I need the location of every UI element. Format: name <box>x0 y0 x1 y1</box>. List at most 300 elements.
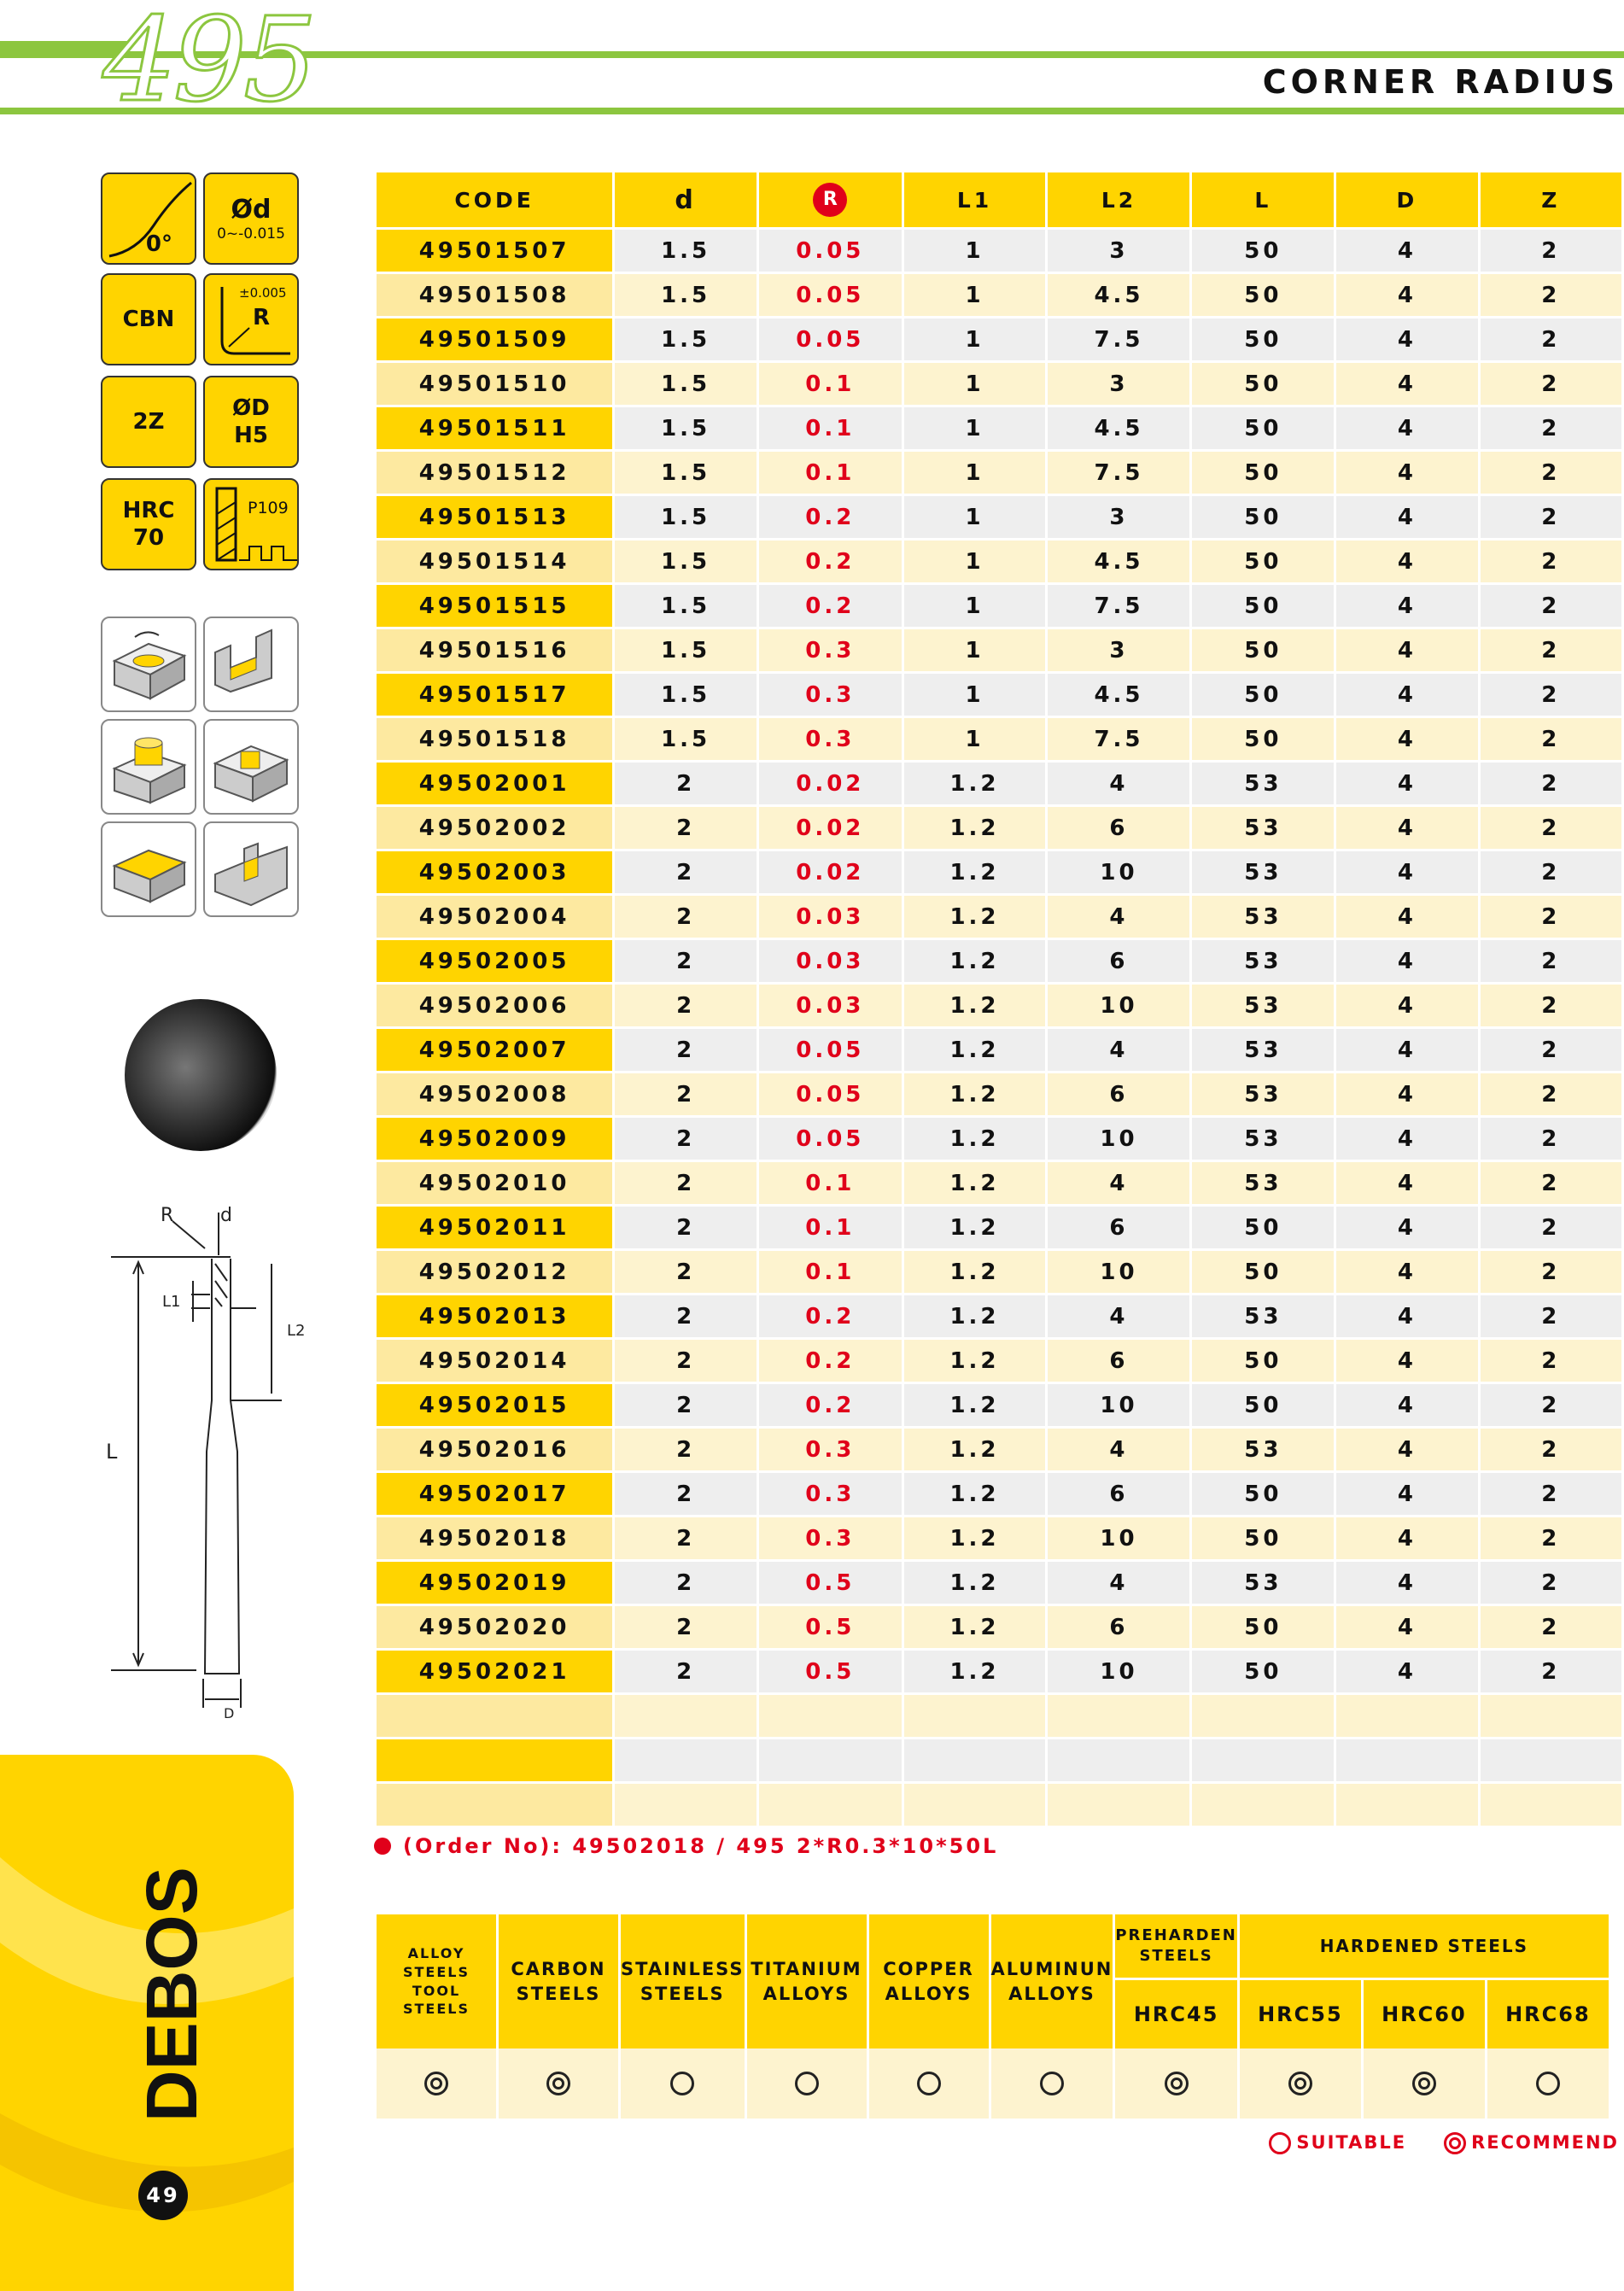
cell-l1: 1.2 <box>904 1073 1046 1118</box>
cell-code: 49502009 <box>377 1118 612 1162</box>
cell-z: 2 <box>1481 674 1621 718</box>
cell-r <box>759 1695 901 1739</box>
cell-r: 0.02 <box>759 851 901 896</box>
cell-dd: 4 <box>1336 1207 1477 1251</box>
cell-dd: 4 <box>1336 1162 1477 1207</box>
cell-code <box>377 1784 612 1828</box>
col-z: Z <box>1481 172 1621 230</box>
brand-logo <box>130 1866 212 2122</box>
cell-dd: 4 <box>1336 407 1477 452</box>
cell-dd: 4 <box>1336 1429 1477 1473</box>
coating-value: CBN <box>122 306 175 332</box>
cell-z: 2 <box>1481 1517 1621 1562</box>
cell-d: 1.5 <box>615 363 757 407</box>
suitable-icon <box>1269 2132 1291 2154</box>
drawing-label-l2: L2 <box>287 1322 306 1340</box>
cell-code: 49502008 <box>377 1073 612 1118</box>
rating-cell <box>1240 2048 1361 2119</box>
cell-l1: 1.2 <box>904 1473 1046 1517</box>
cell-z: 2 <box>1481 1073 1621 1118</box>
drawing-label-dd: D <box>224 1705 235 1721</box>
cell-code: 49502011 <box>377 1207 612 1251</box>
table-row <box>377 629 1621 674</box>
legend-recommend-label: RECOMMEND <box>1471 2132 1619 2153</box>
cell-z: 2 <box>1481 940 1621 985</box>
table-row <box>377 940 1621 985</box>
cell-z: 2 <box>1481 1384 1621 1429</box>
cell-d: 1.5 <box>615 230 757 274</box>
cell-l1: 1 <box>904 274 1046 319</box>
table-row <box>377 1429 1621 1473</box>
cell-r: 0.1 <box>759 1162 901 1207</box>
legend-suitable <box>1269 2132 1406 2154</box>
cell-z: 2 <box>1481 629 1621 674</box>
cell-z: 2 <box>1481 319 1621 363</box>
col-code: CODE <box>377 172 612 230</box>
reference-page: P109 <box>248 499 289 517</box>
cell-dd: 4 <box>1336 1606 1477 1651</box>
product-table <box>374 172 1624 1828</box>
cell-dd: 4 <box>1336 496 1477 541</box>
table-row <box>377 1251 1621 1295</box>
mat-preharden: PREHARDEN STEELS <box>1115 1914 1237 1980</box>
table-row <box>377 1784 1621 1828</box>
cell-l2: 4 <box>1048 1029 1189 1073</box>
mat-hrc45: HRC45 <box>1115 1980 1237 2048</box>
cell-l2 <box>1048 1784 1189 1828</box>
cell-code: 49501513 <box>377 496 612 541</box>
hardness-spec <box>101 478 196 570</box>
cell-r: 0.3 <box>759 674 901 718</box>
cell-code: 49502021 <box>377 1651 612 1695</box>
circular-pocket-icon <box>101 617 196 712</box>
cell-code: 49501512 <box>377 452 612 496</box>
cell-code: 49501507 <box>377 230 612 274</box>
cell-l1: 1.2 <box>904 1651 1046 1695</box>
cell-z: 2 <box>1481 896 1621 940</box>
table-row <box>377 985 1621 1029</box>
cell-l2: 6 <box>1048 1473 1189 1517</box>
cell-r: 0.3 <box>759 1429 901 1473</box>
cell-d <box>615 1739 757 1784</box>
drawing-label-l: L <box>106 1440 118 1464</box>
cell-d: 2 <box>615 1473 757 1517</box>
cell-l2: 10 <box>1048 1651 1189 1695</box>
mat-copper: COPPER ALLOYS <box>869 1914 989 2048</box>
cell-code: 49502016 <box>377 1429 612 1473</box>
cell-l: 53 <box>1192 851 1334 896</box>
cell-code: 49502003 <box>377 851 612 896</box>
cell-l1 <box>904 1739 1046 1784</box>
cell-dd: 4 <box>1336 363 1477 407</box>
cell-d: 2 <box>615 807 757 851</box>
cell-r <box>759 1739 901 1784</box>
cell-dd: 4 <box>1336 1295 1477 1340</box>
cell-code: 49502020 <box>377 1606 612 1651</box>
cell-l2: 6 <box>1048 940 1189 985</box>
cell-r: 0.02 <box>759 763 901 807</box>
diameter-label: Ød <box>231 194 272 225</box>
cell-l1: 1.2 <box>904 1162 1046 1207</box>
cell-d: 1.5 <box>615 452 757 496</box>
cell-r: 0.5 <box>759 1562 901 1606</box>
cell-l: 50 <box>1192 585 1334 629</box>
cell-l: 50 <box>1192 496 1334 541</box>
reference-page-spec <box>203 478 299 570</box>
cell-r: 0.2 <box>759 1384 901 1429</box>
cell-d <box>615 1784 757 1828</box>
cell-z <box>1481 1739 1621 1784</box>
cell-z: 2 <box>1481 407 1621 452</box>
cell-l2: 7.5 <box>1048 718 1189 763</box>
cell-l1: 1 <box>904 585 1046 629</box>
table-row <box>377 1029 1621 1073</box>
flutes-spec <box>101 376 196 468</box>
cell-r: 0.05 <box>759 319 901 363</box>
cell-r: 0.05 <box>759 1029 901 1073</box>
cell-l2: 4.5 <box>1048 541 1189 585</box>
cell-l2: 4 <box>1048 1295 1189 1340</box>
cell-z: 2 <box>1481 851 1621 896</box>
cell-d: 2 <box>615 1651 757 1695</box>
cell-z: 2 <box>1481 585 1621 629</box>
cell-dd: 4 <box>1336 1340 1477 1384</box>
cell-l2: 4 <box>1048 1429 1189 1473</box>
cell-code: 49502014 <box>377 1340 612 1384</box>
drawing-label-r: R <box>161 1205 174 1226</box>
end-mill-profile-icon <box>205 480 301 572</box>
cell-l2: 6 <box>1048 1073 1189 1118</box>
cell-z: 2 <box>1481 496 1621 541</box>
cell-d: 1.5 <box>615 629 757 674</box>
cell-r: 0.3 <box>759 1473 901 1517</box>
cell-l: 50 <box>1192 1340 1334 1384</box>
dimension-drawing <box>94 1195 306 1725</box>
cell-l1 <box>904 1695 1046 1739</box>
cell-d: 1.5 <box>615 319 757 363</box>
cell-l: 50 <box>1192 1473 1334 1517</box>
cell-code: 49502019 <box>377 1562 612 1606</box>
mat-stainless: STAINLESS STEELS <box>621 1914 745 2048</box>
cell-r: 0.5 <box>759 1651 901 1695</box>
cell-l: 50 <box>1192 452 1334 496</box>
hardness-label: HRC <box>122 497 175 523</box>
radius-label: R <box>253 305 271 330</box>
cell-r: 0.03 <box>759 940 901 985</box>
cell-z: 2 <box>1481 1118 1621 1162</box>
drawing-label-l1: L1 <box>162 1293 181 1311</box>
cell-dd <box>1336 1739 1477 1784</box>
cell-r: 0.2 <box>759 496 901 541</box>
cell-l1: 1.2 <box>904 1207 1046 1251</box>
cell-z: 2 <box>1481 1029 1621 1073</box>
cell-code: 49501518 <box>377 718 612 763</box>
cell-l: 50 <box>1192 1384 1334 1429</box>
cell-dd: 4 <box>1336 1517 1477 1562</box>
cell-d: 1.5 <box>615 585 757 629</box>
table-row <box>377 230 1621 274</box>
rating-cell <box>1487 2048 1609 2119</box>
helix-angle-spec <box>101 172 196 265</box>
cell-dd: 4 <box>1336 1073 1477 1118</box>
cell-dd: 4 <box>1336 674 1477 718</box>
rating-cell <box>621 2048 745 2119</box>
cell-dd: 4 <box>1336 851 1477 896</box>
col-r-badge: R <box>813 183 847 217</box>
face-milling-icon <box>101 821 196 917</box>
cell-dd: 4 <box>1336 274 1477 319</box>
cell-l1: 1.2 <box>904 940 1046 985</box>
rating-cell <box>1115 2048 1237 2119</box>
cell-l: 50 <box>1192 1606 1334 1651</box>
cell-d: 2 <box>615 1029 757 1073</box>
cell-d: 2 <box>615 1517 757 1562</box>
cell-l: 50 <box>1192 674 1334 718</box>
table-row <box>377 1695 1621 1739</box>
radius-tolerance-spec <box>203 273 299 365</box>
cell-z: 2 <box>1481 230 1621 274</box>
series-number: 495 <box>102 0 314 128</box>
cell-d: 1.5 <box>615 274 757 319</box>
table-row <box>377 896 1621 940</box>
cell-l1: 1.2 <box>904 1295 1046 1340</box>
table-row <box>377 1651 1621 1695</box>
recommend-icon <box>1165 2072 1189 2095</box>
cell-l1: 1 <box>904 407 1046 452</box>
table-row <box>377 1517 1621 1562</box>
cell-l1: 1 <box>904 496 1046 541</box>
cell-l1: 1 <box>904 629 1046 674</box>
cell-l: 53 <box>1192 1429 1334 1473</box>
cell-code: 49501517 <box>377 674 612 718</box>
page-number: 49 <box>138 2171 188 2220</box>
cell-l2: 6 <box>1048 1207 1189 1251</box>
helix-angle-value: 0° <box>145 231 172 257</box>
cell-l2: 4.5 <box>1048 674 1189 718</box>
cell-d: 2 <box>615 1384 757 1429</box>
cell-z <box>1481 1695 1621 1739</box>
order-example-text: (Order No): 49502018 / 495 2*R0.3*10*50L <box>403 1834 999 1858</box>
mat-titanium: TITANIUM ALLOYS <box>747 1914 867 2048</box>
cell-d: 2 <box>615 1606 757 1651</box>
table-row <box>377 718 1621 763</box>
mat-carbon: CARBON STEELS <box>499 1914 618 2048</box>
cell-code: 49502005 <box>377 940 612 985</box>
table-row <box>377 274 1621 319</box>
cell-dd: 4 <box>1336 1562 1477 1606</box>
cell-code: 49501510 <box>377 363 612 407</box>
cell-r: 0.2 <box>759 1340 901 1384</box>
cell-code <box>377 1739 612 1784</box>
cell-l2: 10 <box>1048 1251 1189 1295</box>
cell-z: 2 <box>1481 807 1621 851</box>
brand-name: DEBOS <box>131 1867 212 2122</box>
cell-d: 2 <box>615 1340 757 1384</box>
rating-cell <box>1364 2048 1485 2119</box>
cell-r: 0.03 <box>759 985 901 1029</box>
cell-l2: 6 <box>1048 1340 1189 1384</box>
diameter-tolerance: 0~-0.015 <box>217 225 285 243</box>
table-row <box>377 1118 1621 1162</box>
cell-l1: 1 <box>904 674 1046 718</box>
table-row <box>377 763 1621 807</box>
material-table <box>374 1914 1611 2119</box>
table-row <box>377 363 1621 407</box>
cell-l2: 4.5 <box>1048 274 1189 319</box>
cell-dd: 4 <box>1336 629 1477 674</box>
cell-d: 2 <box>615 985 757 1029</box>
cell-l <box>1192 1739 1334 1784</box>
cell-code: 49502012 <box>377 1251 612 1295</box>
cell-l: 50 <box>1192 1207 1334 1251</box>
cell-r <box>759 1784 901 1828</box>
mat-alloy: ALLOY STEELS TOOL STEELS <box>377 1914 496 2048</box>
coating-spec <box>101 273 196 365</box>
cell-l: 53 <box>1192 1073 1334 1118</box>
cell-d: 2 <box>615 763 757 807</box>
cell-l <box>1192 1695 1334 1739</box>
cell-r: 0.02 <box>759 807 901 851</box>
recommend-icon <box>546 2072 570 2095</box>
cell-d: 2 <box>615 851 757 896</box>
cell-z: 2 <box>1481 718 1621 763</box>
recommend-icon <box>1412 2072 1436 2095</box>
cell-d: 2 <box>615 1162 757 1207</box>
cell-code: 49501515 <box>377 585 612 629</box>
col-r <box>759 172 901 230</box>
suitable-icon <box>1040 2072 1064 2095</box>
mat-hardened: HARDENED STEELS <box>1240 1914 1609 1980</box>
cell-d: 2 <box>615 1251 757 1295</box>
cell-l: 53 <box>1192 1295 1334 1340</box>
mat-hrc60: HRC60 <box>1364 1980 1485 2048</box>
cell-code: 49501516 <box>377 629 612 674</box>
cell-code: 49502017 <box>377 1473 612 1517</box>
cell-z: 2 <box>1481 1606 1621 1651</box>
table-row <box>377 1073 1621 1118</box>
cell-r: 0.05 <box>759 1118 901 1162</box>
cell-code: 49502001 <box>377 763 612 807</box>
cell-z: 2 <box>1481 1562 1621 1606</box>
mat-hrc68: HRC68 <box>1487 1980 1609 2048</box>
flutes-value: 2Z <box>132 408 165 435</box>
cell-l1: 1.2 <box>904 807 1046 851</box>
cell-r: 0.5 <box>759 1606 901 1651</box>
cell-code: 49502004 <box>377 896 612 940</box>
cell-l: 50 <box>1192 718 1334 763</box>
cell-r: 0.1 <box>759 407 901 452</box>
rating-row <box>377 2048 1609 2119</box>
cell-code: 49502006 <box>377 985 612 1029</box>
cell-d: 2 <box>615 1429 757 1473</box>
cell-r: 0.03 <box>759 896 901 940</box>
table-row <box>377 1739 1621 1784</box>
cell-d: 2 <box>615 896 757 940</box>
legend-recommend <box>1444 2132 1619 2154</box>
cell-dd: 4 <box>1336 1473 1477 1517</box>
recommend-icon <box>1444 2132 1466 2154</box>
cell-d: 2 <box>615 1295 757 1340</box>
cell-l: 53 <box>1192 985 1334 1029</box>
cell-l2: 3 <box>1048 496 1189 541</box>
cell-l1: 1 <box>904 230 1046 274</box>
cell-dd: 4 <box>1336 452 1477 496</box>
rating-cell <box>747 2048 867 2119</box>
cell-l1: 1.2 <box>904 985 1046 1029</box>
cell-l1: 1.2 <box>904 763 1046 807</box>
cell-z: 2 <box>1481 363 1621 407</box>
suitable-icon <box>670 2072 694 2095</box>
cell-dd: 4 <box>1336 763 1477 807</box>
shoulder-milling-icon <box>203 821 299 917</box>
table-header-row <box>377 172 1621 230</box>
cell-l1 <box>904 1784 1046 1828</box>
cell-l1: 1.2 <box>904 1340 1046 1384</box>
legend <box>1269 2132 1619 2154</box>
cell-d: 1.5 <box>615 407 757 452</box>
cell-d: 2 <box>615 1207 757 1251</box>
cell-z: 2 <box>1481 1473 1621 1517</box>
cell-dd: 4 <box>1336 1651 1477 1695</box>
cell-l1: 1 <box>904 363 1046 407</box>
cell-z: 2 <box>1481 1651 1621 1695</box>
cell-l1: 1.2 <box>904 1606 1046 1651</box>
cell-l2: 7.5 <box>1048 319 1189 363</box>
shank-tolerance: H5 <box>234 423 268 448</box>
rating-cell <box>869 2048 989 2119</box>
cell-dd: 4 <box>1336 896 1477 940</box>
cell-dd: 4 <box>1336 1118 1477 1162</box>
cell-l1: 1 <box>904 319 1046 363</box>
cell-dd: 4 <box>1336 985 1477 1029</box>
cell-z: 2 <box>1481 1207 1621 1251</box>
cell-r: 0.2 <box>759 541 901 585</box>
cell-d: 1.5 <box>615 541 757 585</box>
col-l: L <box>1192 172 1334 230</box>
cell-l: 50 <box>1192 541 1334 585</box>
table-row <box>377 1162 1621 1207</box>
cell-code: 49502013 <box>377 1295 612 1340</box>
cell-r: 0.3 <box>759 629 901 674</box>
cell-r: 0.3 <box>759 1517 901 1562</box>
cell-l2: 7.5 <box>1048 585 1189 629</box>
table-row <box>377 585 1621 629</box>
cell-l: 53 <box>1192 807 1334 851</box>
cell-d: 2 <box>615 1073 757 1118</box>
legend-suitable-label: SUITABLE <box>1296 2132 1407 2153</box>
cell-dd: 4 <box>1336 718 1477 763</box>
cell-l: 53 <box>1192 1118 1334 1162</box>
rating-cell <box>377 2048 496 2119</box>
cell-z: 2 <box>1481 1251 1621 1295</box>
cell-code: 49501511 <box>377 407 612 452</box>
cell-r: 0.1 <box>759 1251 901 1295</box>
cell-z: 2 <box>1481 1340 1621 1384</box>
table-row <box>377 1207 1621 1251</box>
cell-l2: 6 <box>1048 807 1189 851</box>
cell-l2: 3 <box>1048 363 1189 407</box>
cell-code <box>377 1695 612 1739</box>
table-row <box>377 319 1621 363</box>
step-pocket-icon <box>203 719 299 815</box>
cell-l2: 10 <box>1048 1517 1189 1562</box>
cell-l: 53 <box>1192 763 1334 807</box>
cell-l: 53 <box>1192 1162 1334 1207</box>
cell-d: 2 <box>615 1118 757 1162</box>
cell-l2: 10 <box>1048 851 1189 896</box>
col-d: d <box>615 172 757 230</box>
cell-z: 2 <box>1481 763 1621 807</box>
